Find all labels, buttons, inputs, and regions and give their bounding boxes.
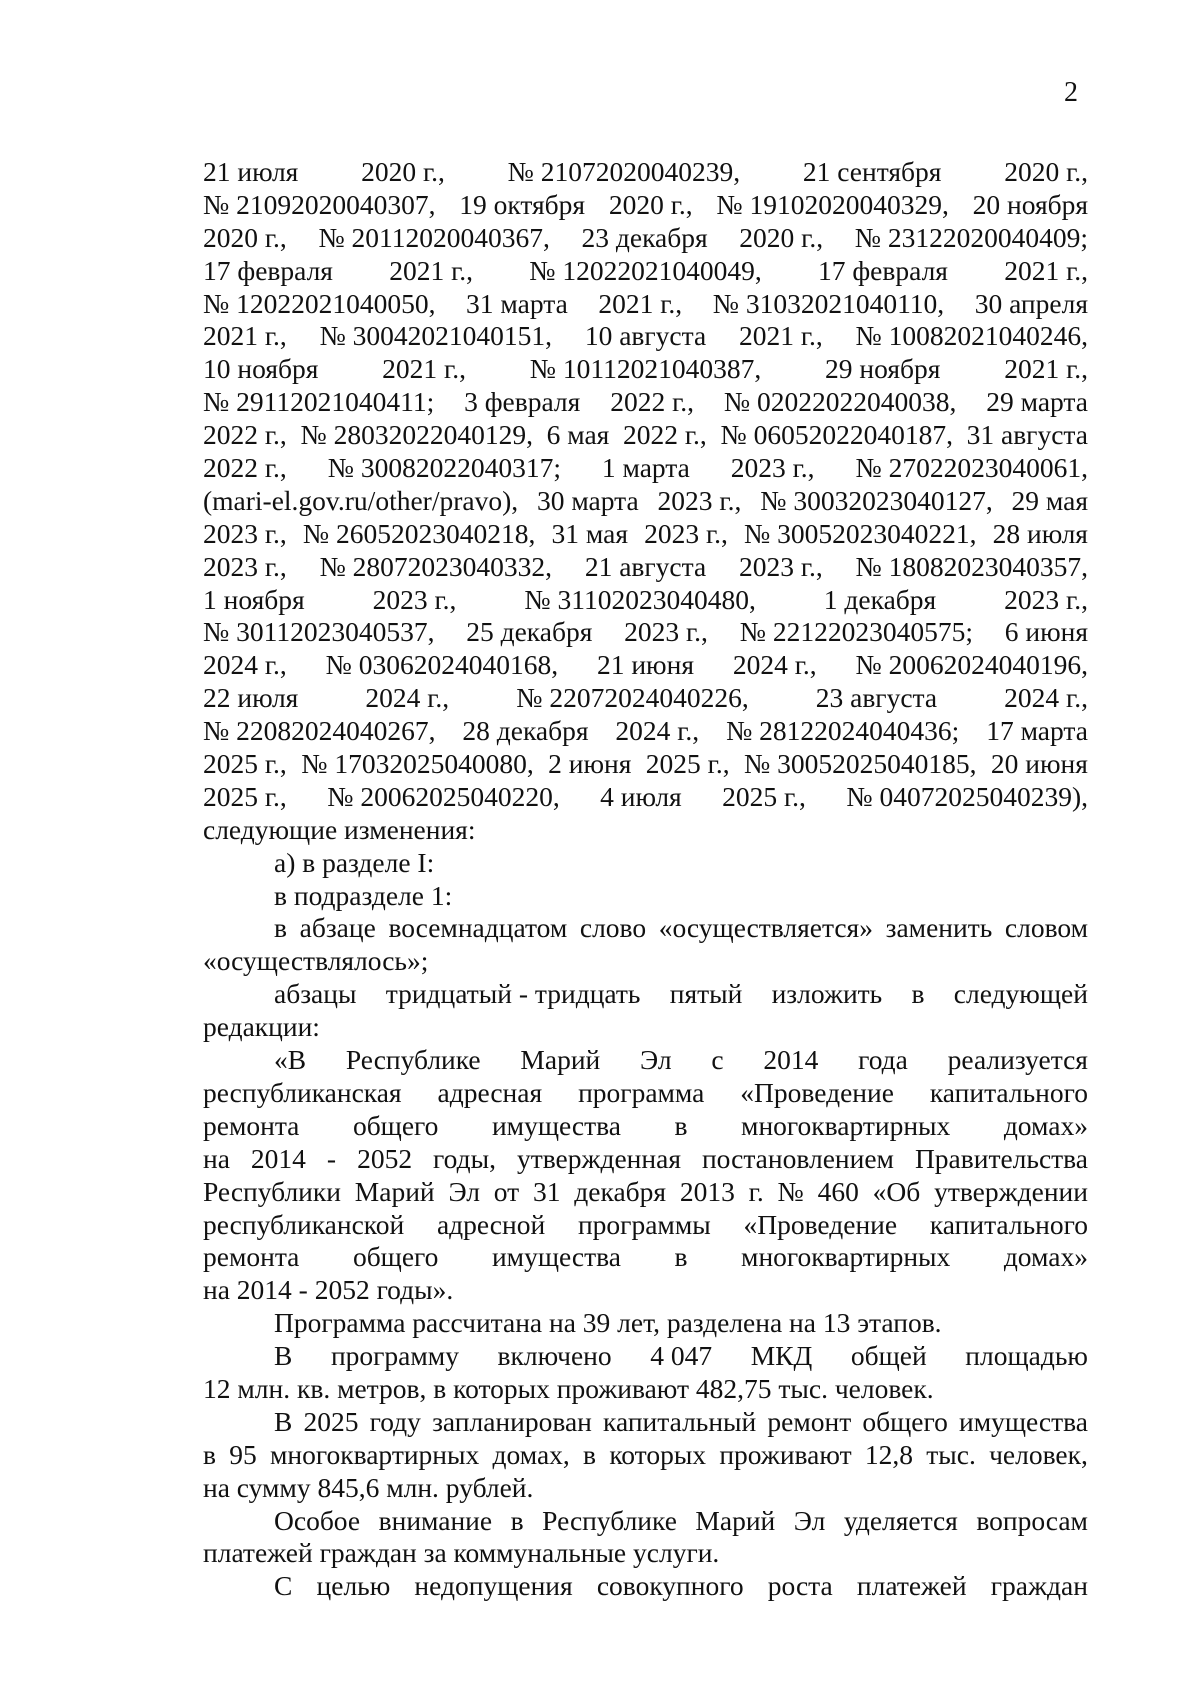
text-word: 2014: [763, 1044, 819, 1076]
text-word: № 30082022040317;: [327, 452, 561, 484]
text-word: 2021 г.,: [203, 320, 287, 352]
text-word: -: [326, 1142, 337, 1174]
text-word: № 31102023040480,: [524, 583, 756, 615]
text-word: с: [711, 1044, 724, 1076]
text-word: 22 июля: [203, 682, 299, 714]
text-word: внимание: [378, 1504, 493, 1536]
text-word: совокупного: [596, 1570, 744, 1602]
text-word: декабря: [574, 1175, 667, 1207]
text-word: Особое: [274, 1504, 361, 1536]
text-word: 2021 г.,: [738, 320, 823, 352]
text-word: домах»: [1003, 1109, 1088, 1141]
text-word: 2025 г.,: [722, 780, 806, 812]
text-line: [203, 814, 1088, 847]
text-word: годы,: [433, 1142, 496, 1174]
text-word: 2023 г.,: [644, 517, 728, 549]
text-line: [203, 386, 1088, 419]
text-word: № 30052025040185,: [744, 748, 977, 780]
text-line: [203, 320, 1088, 353]
text-word: № 29112021040411;: [203, 386, 435, 418]
text-word: 17 февраля: [817, 254, 948, 286]
text-word: г.: [748, 1175, 764, 1207]
document-body-text: [203, 156, 1088, 1603]
text-word: Марий: [520, 1044, 601, 1076]
text-word: № 30052023040221,: [744, 517, 977, 549]
text-line: [203, 1241, 1088, 1274]
text-word: № 31032021040110,: [712, 287, 945, 319]
text-word: ремонт: [767, 1405, 852, 1437]
text-word: № 03062024040168,: [325, 649, 559, 681]
text-word: № 19102020040329,: [716, 188, 949, 220]
text-line: [203, 485, 1088, 518]
text-word: 21 июля: [203, 156, 299, 187]
text-word: пятый: [669, 978, 743, 1010]
text-line: [203, 715, 1088, 748]
text-word: слово: [579, 912, 647, 944]
text-line: [203, 1307, 1088, 1340]
text-word: 2023 г.,: [1004, 583, 1088, 615]
text-word: № 17032025040080,: [301, 748, 534, 780]
text-word: 23 августа: [815, 682, 938, 714]
text-word: которых: [609, 1438, 707, 1470]
text-word: 6 мая: [546, 419, 610, 451]
text-word: площадью: [965, 1340, 1088, 1372]
text-word: 17 марта: [986, 715, 1088, 747]
text-word: № 27022023040061,: [855, 452, 1088, 484]
text-word: № 28122024040436;: [726, 715, 960, 747]
text-word: утвержденная: [516, 1142, 681, 1174]
text-word: 2024 г.,: [615, 715, 700, 747]
text-word: в: [674, 1241, 688, 1273]
text-word: домах,: [492, 1438, 570, 1470]
text-word: 2020 г.,: [608, 188, 693, 220]
text-word: 21 сентября: [802, 156, 942, 187]
text-word: № 30032023040127,: [760, 484, 993, 516]
text-word: № 10082021040246,: [855, 320, 1088, 352]
text-word: № 21072020040239,: [507, 156, 741, 187]
text-word: в: [583, 1438, 597, 1470]
text-line: [203, 353, 1088, 386]
text-line: [203, 1537, 1088, 1570]
text-word: 2025 г.,: [203, 748, 287, 780]
text-word: 2023 г.,: [203, 550, 287, 582]
text-word: 2022 г.,: [622, 419, 707, 451]
text-line: [203, 616, 1088, 649]
text-word: следующей: [953, 978, 1088, 1010]
text-word: № 30112023040537,: [203, 616, 435, 648]
text-word: № 23122020040409;: [854, 221, 1088, 253]
text-word: 2021 г.,: [389, 254, 474, 286]
text-word: Марий: [354, 1175, 435, 1207]
text-word: многоквартирных: [741, 1241, 951, 1273]
text-word: 19 октября: [459, 188, 586, 220]
text-word: 2024 г.,: [365, 682, 450, 714]
text-word: 17 февраля: [203, 254, 333, 286]
text-word: 21 августа: [584, 550, 707, 582]
text-word: 2025 г.,: [203, 780, 287, 812]
text-line: [203, 781, 1088, 814]
text-line: [203, 978, 1088, 1011]
text-word: 10 ноября: [203, 353, 319, 385]
text-word: утверждении: [934, 1175, 1088, 1207]
text-word: 12 млн. кв. метров, в которых проживают 482,75 тыс. человек.: [203, 1372, 934, 1404]
text-word: № 18082023040357,: [855, 550, 1088, 582]
text-word: абзаце: [299, 912, 376, 944]
text-word: №: [777, 1175, 804, 1207]
text-line: [203, 222, 1088, 255]
text-word: 31 мая: [551, 517, 628, 549]
text-word: № 20112020040367,: [318, 221, 550, 253]
text-word: 3 февраля: [464, 386, 581, 418]
text-word: С: [274, 1570, 293, 1602]
text-word: капитального: [929, 1208, 1088, 1240]
text-word: 2022 г.,: [610, 386, 694, 418]
text-line: [203, 1505, 1088, 1538]
text-word: 2020 г.,: [739, 221, 824, 253]
text-word: 30 марта: [536, 484, 639, 516]
text-line: [203, 1340, 1088, 1373]
text-line: [203, 945, 1088, 978]
text-word: в: [274, 912, 287, 944]
text-word: 4 июля: [600, 780, 682, 812]
text-word: роста: [767, 1570, 833, 1602]
text-word: человек,: [989, 1438, 1088, 1470]
text-word: 1 декабря: [823, 583, 937, 615]
text-word: 2052: [357, 1142, 413, 1174]
text-word: в: [674, 1109, 688, 1141]
text-word: 2021 г.,: [1004, 254, 1088, 286]
text-word: Программа рассчитана на 39 лет, разделена на 13 этапов.: [274, 1307, 942, 1339]
text-line: [203, 452, 1088, 485]
text-word: следующие изменения:: [203, 813, 476, 845]
text-word: «Проведение: [743, 1208, 898, 1240]
text-word: общего: [352, 1241, 439, 1273]
text-word: 28 июля: [992, 517, 1088, 549]
text-word: 6 июня: [1004, 616, 1088, 648]
text-line: [203, 551, 1088, 584]
text-word: № 30042021040151,: [319, 320, 553, 352]
text-word: 4 047: [650, 1340, 713, 1372]
text-word: в подразделе 1:: [274, 879, 453, 911]
text-word: ремонта: [203, 1109, 300, 1141]
text-line: [203, 649, 1088, 682]
text-word: имущества: [491, 1109, 621, 1141]
text-word: капитальный: [603, 1405, 757, 1437]
text-line: [203, 518, 1088, 551]
text-word: 29 марта: [986, 386, 1088, 418]
text-word: 2022 г.,: [203, 452, 287, 484]
text-word: 2 июня: [548, 748, 632, 780]
text-word: 10 августа: [584, 320, 707, 352]
text-word: на 2014 - 2052 годы».: [203, 1274, 454, 1306]
text-word: № 22082024040267,: [203, 715, 436, 747]
text-word: 20 ноября: [972, 188, 1088, 220]
text-word: программу: [330, 1340, 459, 1372]
text-line: [203, 1439, 1088, 1472]
text-word: 23 декабря: [581, 221, 708, 253]
text-word: 28 декабря: [462, 715, 589, 747]
text-word: адресной: [436, 1208, 546, 1240]
text-word: «осуществляется»: [658, 912, 873, 944]
text-word: Правительства: [914, 1142, 1088, 1174]
text-word: адресная: [437, 1076, 543, 1108]
text-word: № 22072024040226,: [516, 682, 749, 714]
text-word: 2025: [303, 1405, 359, 1437]
text-word: республиканской: [203, 1208, 405, 1240]
text-word: 2021 г.,: [382, 353, 466, 385]
text-line: [203, 748, 1088, 781]
text-word: 2020 г.,: [203, 221, 287, 253]
text-word: 2024 г.,: [732, 649, 817, 681]
text-word: уделяется: [843, 1504, 958, 1536]
text-word: № 28072023040332,: [319, 550, 553, 582]
text-word: словом: [1004, 912, 1088, 944]
text-word: 12,8: [864, 1438, 913, 1470]
text-word: 25 декабря: [466, 616, 593, 648]
text-word: программы: [577, 1208, 711, 1240]
text-word: 31 августа: [966, 419, 1088, 451]
text-word: граждан: [990, 1570, 1088, 1602]
text-word: (mari-el.gov.ru/other/pravo),: [203, 484, 519, 516]
text-word: Республике: [345, 1044, 481, 1076]
text-word: № 02022022040038,: [723, 386, 957, 418]
text-line: [203, 255, 1088, 288]
text-word: 2023 г.,: [738, 550, 823, 582]
text-word: 2024 г.,: [203, 649, 287, 681]
text-word: году: [369, 1405, 421, 1437]
text-line: [203, 1472, 1088, 1505]
text-line: [203, 1077, 1088, 1110]
text-line: [203, 880, 1088, 913]
text-word: абзацы: [274, 978, 357, 1010]
text-word: многоквартирных: [741, 1109, 951, 1141]
text-word: недопущения: [414, 1570, 573, 1602]
text-word: 95: [229, 1438, 257, 1470]
text-word: постановлением: [701, 1142, 894, 1174]
text-word: на: [203, 1142, 230, 1174]
text-line: [203, 1011, 1088, 1044]
text-word: на сумму 845,6 млн. рублей.: [203, 1471, 534, 1503]
text-line: [203, 912, 1088, 945]
text-word: Республике: [542, 1504, 677, 1536]
text-word: Эл: [793, 1504, 826, 1536]
text-word: 2024 г.,: [1004, 682, 1088, 714]
text-word: «Об: [872, 1175, 921, 1207]
text-word: многоквартирных: [270, 1438, 480, 1470]
text-word: № 20062024040196,: [855, 649, 1088, 681]
text-word: вопросам: [976, 1504, 1088, 1536]
text-word: МКД: [750, 1340, 813, 1372]
text-line: [203, 189, 1088, 222]
text-word: 2023 г.,: [203, 517, 287, 549]
text-line: [203, 847, 1088, 880]
text-word: Марий: [695, 1504, 776, 1536]
text-word: № 20062025040220,: [327, 780, 560, 812]
text-line: [203, 682, 1088, 715]
text-word: целью: [316, 1570, 391, 1602]
text-word: 2013: [679, 1175, 735, 1207]
text-word: платежей граждан за коммунальные услуги.: [203, 1537, 720, 1569]
text-word: 21 июня: [596, 649, 694, 681]
text-word: редакции:: [203, 1011, 320, 1043]
text-word: 29 мая: [1011, 484, 1088, 516]
text-line: [203, 1406, 1088, 1439]
text-word: № 26052023040218,: [302, 517, 536, 549]
text-word: тыс.: [926, 1438, 976, 1470]
text-word: 1 ноября: [203, 583, 305, 615]
text-word: «В: [274, 1044, 307, 1076]
text-word: 460: [817, 1175, 859, 1207]
text-word: от: [493, 1175, 520, 1207]
text-word: 2020 г.,: [361, 156, 445, 187]
text-word: платежей: [856, 1570, 967, 1602]
text-word: 31: [532, 1175, 561, 1207]
text-word: В: [274, 1405, 293, 1437]
text-word: 2023 г.,: [372, 583, 457, 615]
text-line: [203, 584, 1088, 617]
text-line: [203, 288, 1088, 321]
text-word: № 04072025040239),: [846, 780, 1088, 812]
text-word: 30 апреля: [974, 287, 1088, 319]
text-word: капитального: [929, 1076, 1088, 1108]
text-word: запланирован: [432, 1405, 592, 1437]
text-word: 2025 г.,: [645, 748, 730, 780]
text-word: тридцатый - тридцать: [385, 978, 641, 1010]
text-word: 2021 г.,: [1004, 353, 1088, 385]
page-number: 2: [1064, 77, 1078, 108]
text-word: заменить: [885, 912, 993, 944]
text-word: № 06052022040187,: [720, 419, 953, 451]
text-word: Эл: [448, 1175, 480, 1207]
text-word: 31 марта: [466, 287, 568, 319]
text-word: 29 ноября: [825, 353, 941, 385]
text-word: В: [274, 1340, 293, 1372]
text-word: 2023 г.,: [624, 616, 708, 648]
text-word: изложить: [771, 978, 883, 1010]
text-word: программа: [578, 1076, 705, 1108]
text-word: 2023 г.,: [730, 452, 815, 484]
text-line: [203, 1143, 1088, 1176]
text-line: [203, 1274, 1088, 1307]
text-word: № 22122023040575;: [739, 616, 973, 648]
text-word: № 28032022040129,: [300, 419, 533, 451]
text-word: 2014: [250, 1142, 306, 1174]
text-word: включено: [497, 1340, 612, 1372]
text-line: [203, 419, 1088, 452]
text-line: [203, 1176, 1088, 1209]
text-line: [203, 1110, 1088, 1143]
text-word: Республики: [203, 1175, 341, 1207]
text-word: № 12022021040049,: [529, 254, 762, 286]
text-word: № 12022021040050,: [203, 287, 436, 319]
text-word: общего: [862, 1405, 948, 1437]
text-line: [203, 1044, 1088, 1077]
text-word: 2023 г.,: [657, 484, 742, 516]
text-word: 1 марта: [601, 452, 690, 484]
text-word: общего: [352, 1109, 439, 1141]
text-line: [203, 1373, 1088, 1406]
text-word: республиканская: [203, 1076, 402, 1108]
text-word: «осуществлялось»;: [203, 945, 429, 977]
text-word: Эл: [640, 1044, 672, 1076]
text-word: ремонта: [203, 1241, 300, 1273]
text-word: 20 июня: [990, 748, 1088, 780]
text-word: № 21092020040307,: [203, 188, 436, 220]
text-word: в: [510, 1504, 524, 1536]
text-word: проживают: [719, 1438, 852, 1470]
text-line: [203, 1570, 1088, 1603]
text-line: [203, 156, 1088, 189]
text-word: имущества: [958, 1405, 1088, 1437]
text-word: в: [203, 1438, 216, 1470]
text-word: «Проведение: [740, 1076, 894, 1108]
text-word: общей: [850, 1340, 927, 1372]
text-word: реализуется: [947, 1044, 1088, 1076]
text-word: № 10112021040387,: [529, 353, 762, 385]
text-word: года: [858, 1044, 908, 1076]
text-line: [203, 1209, 1088, 1242]
text-word: восемнадцатом: [388, 912, 568, 944]
text-word: 2020 г.,: [1004, 156, 1088, 187]
text-word: имущества: [491, 1241, 621, 1273]
text-word: в: [911, 978, 925, 1010]
text-word: 2021 г.,: [598, 287, 683, 319]
text-word: 2022 г.,: [203, 419, 287, 451]
text-word: домах»: [1003, 1241, 1088, 1273]
text-word: а) в разделе I:: [274, 846, 435, 878]
